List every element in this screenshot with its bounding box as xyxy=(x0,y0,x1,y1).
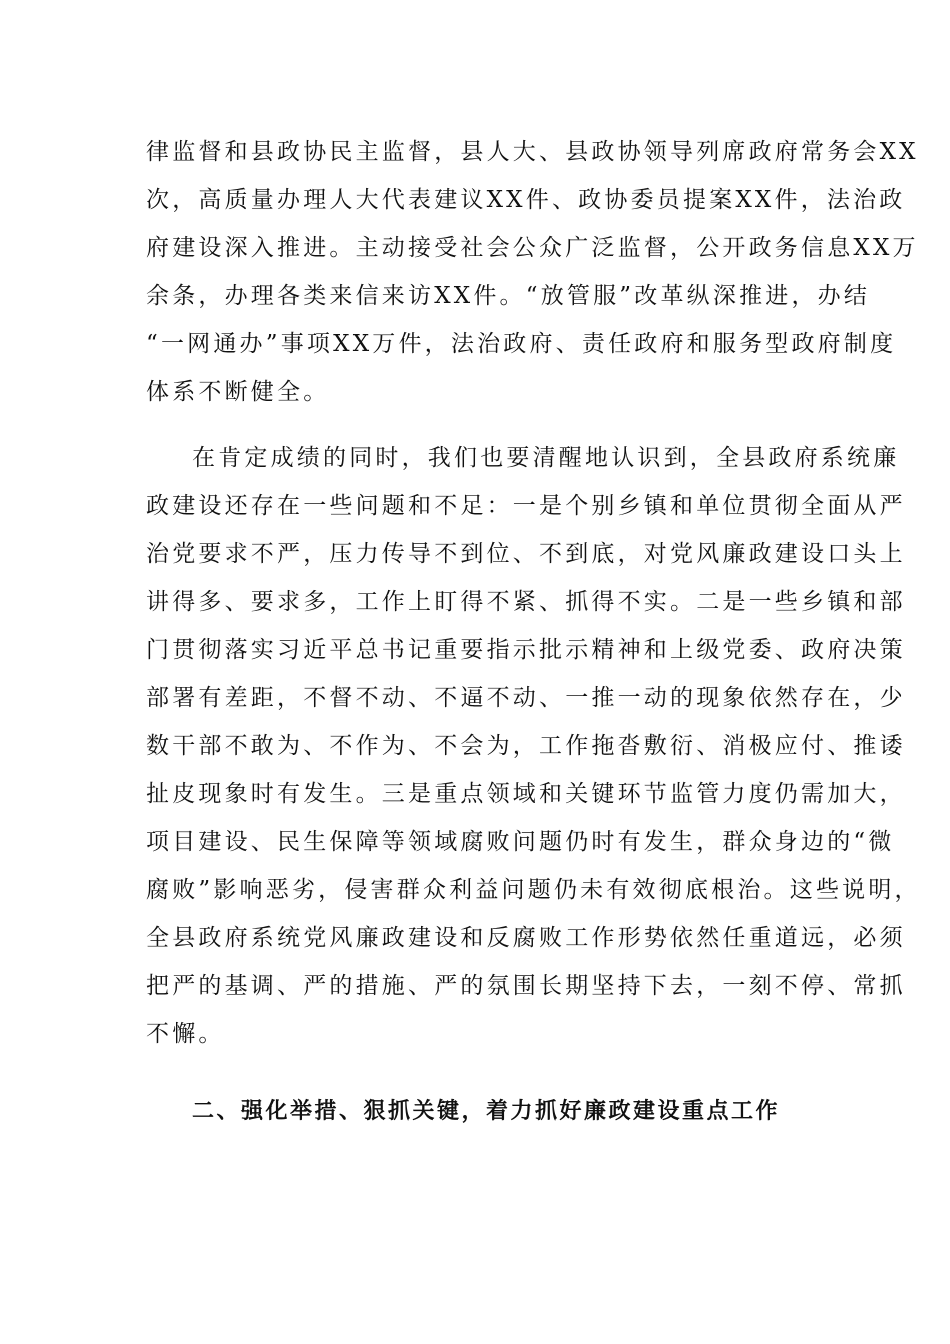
section-heading: 二、强化举措、狠抓关键，着力抓好廉政建设重点工作 xyxy=(192,1099,781,1124)
paragraph-line: 全县政府系统党风廉政建设和反腐败工作形势依然任重道远，必须 xyxy=(146,925,906,951)
paragraph-line: 扯皮现象时有发生。三是重点领域和关键环节监管力度仍需加大， xyxy=(146,781,906,807)
paragraph-line: 不懈。 xyxy=(146,1021,225,1047)
paragraph-line: “一网通办”事项XX万件，法治政府、责任政府和服务型政府制度 xyxy=(146,331,897,357)
paragraph-line: 府建设深入推进。主动接受社会公众广泛监督，公开政务信息XX万 xyxy=(146,235,919,261)
paragraph-line: 腐败”影响恶劣，侵害群众利益问题仍未有效彻底根治。这些说明， xyxy=(146,877,921,903)
paragraph-line: 体系不断健全。 xyxy=(146,379,330,405)
paragraph-line: 治党要求不严，压力传导不到位、不到底，对党风廉政建设口头上 xyxy=(146,541,906,567)
paragraph-line: 在肯定成绩的同时，我们也要清醒地认识到，全县政府系统廉 xyxy=(192,445,900,471)
paragraph-line: 讲得多、要求多，工作上盯得不紧、抓得不实。二是一些乡镇和部 xyxy=(146,589,906,615)
paragraph-line: 数干部不敢为、不作为、不会为，工作拖沓敷衍、消极应付、推诿 xyxy=(146,733,906,759)
paragraph-line: 政建设还存在一些问题和不足：一是个别乡镇和单位贯彻全面从严 xyxy=(146,493,906,519)
paragraph-line: 律监督和县政协民主监督，县人大、县政协领导列席政府常务会XX xyxy=(146,139,919,165)
paragraph-line: 项目建设、民生保障等领域腐败问题仍时有发生，群众身边的“微 xyxy=(146,829,895,855)
paragraph-line: 门贯彻落实习近平总书记重要指示批示精神和上级党委、政府决策 xyxy=(146,637,906,663)
paragraph-line: 把严的基调、严的措施、严的氛围长期坚持下去，一刻不停、常抓 xyxy=(146,973,906,999)
paragraph-line: 部署有差距，不督不动、不逼不动、一推一动的现象依然存在，少 xyxy=(146,685,906,711)
paragraph-line: 次，高质量办理人大代表建议XX件、政协委员提案XX件，法治政 xyxy=(146,187,906,213)
paragraph-line: 余条，办理各类来信来访XX件。“放管服”改革纵深推进，办结 xyxy=(146,283,871,309)
